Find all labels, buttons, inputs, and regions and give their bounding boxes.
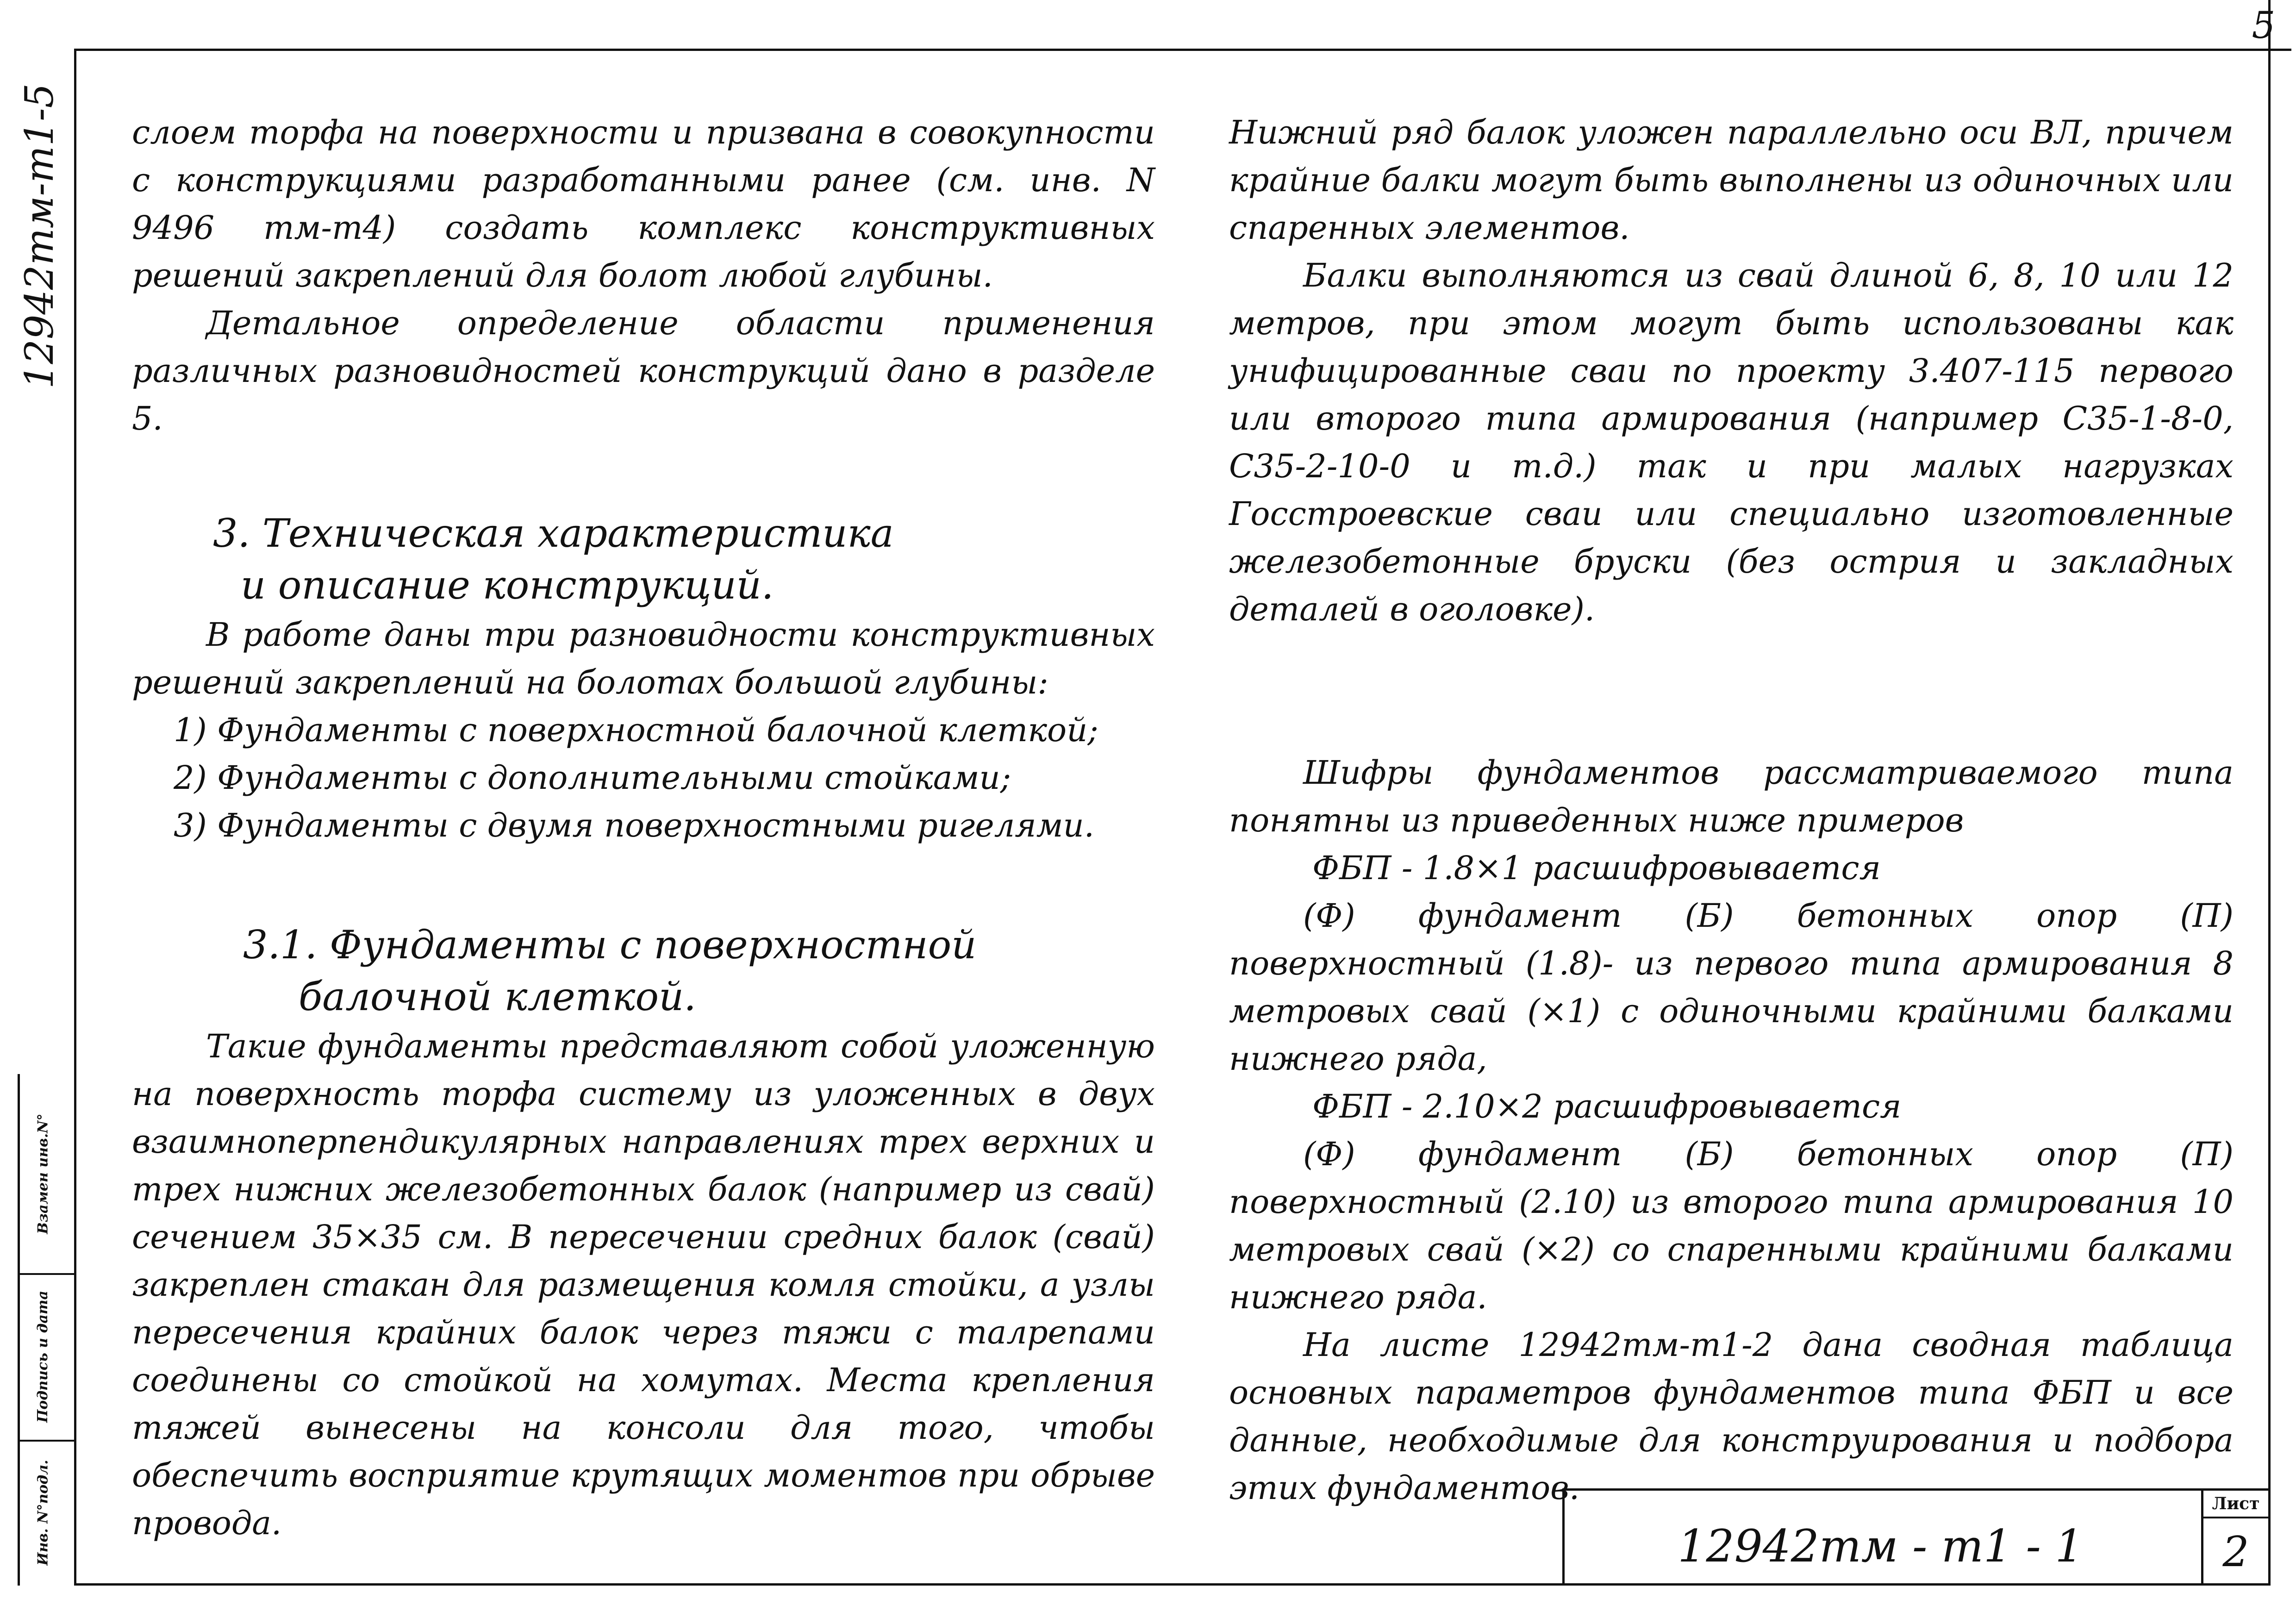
code-example-2-explanation: (Ф) фундамент (Б) бетонных опор (П) поверхностный (2.10) из второго типа армирования 10 метровых свай (×2) со спаренными крайними балками нижнего ряда. <box>1229 1135 2234 1316</box>
section-3-paragraph: В работе даны три разновидности конструктивных решений закреплений на болотах большой глубины: <box>132 616 1155 701</box>
code-example-1-explanation: (Ф) фундамент (Б) бетонных опор (П) поверхностный (1.8)- из первого типа армирования 8 метровых свай (×1) с одиночными крайними балками нижнего ряда, <box>1229 897 2234 1078</box>
vertical-document-code-text: 12942тм-т1-5 <box>17 83 62 389</box>
code-example-1: ФБП - 1.8×1 расшифровывается <box>1312 849 1881 887</box>
stamp-signature-date-label: Подпись и дата <box>35 1290 51 1423</box>
stamp-inv-original <box>18 1444 69 1581</box>
frame-top-line <box>74 49 2291 51</box>
bottom-beams-paragraph: Нижний ряд балок уложен параллельно оси ВЛ, причем крайние балки могут быть выполнены из одиночных или спаренных элементов. <box>1229 113 2234 247</box>
left-text-column <box>132 109 1155 1547</box>
section-3-1-heading-line-2: балочной клеткой. <box>299 974 696 1019</box>
title-block-sheet-cell <box>2201 1491 2268 1586</box>
section-3-heading-line-2: и описание конструкций. <box>241 562 774 608</box>
list-item: 3) Фундаменты с двумя поверхностными ригелями. <box>174 806 1095 844</box>
section-3-1-heading-line-1: 3.1. Фундаменты с поверхностной <box>243 922 977 968</box>
stamp-replaces-inv-label: Взамен инв.N° <box>35 1113 51 1234</box>
sheet-number: 2 <box>2222 1528 2249 1576</box>
section-3-heading-line-1: 3. Техническая характеристика <box>213 511 894 556</box>
summary-table-paragraph: На листе 12942тм-т1-2 дана сводная таблица основных параметров фундаментов типа ФБП и все данные, необходимые для конструирования и подбора этих фундаментов. <box>1229 1326 2234 1507</box>
title-block-document-code: 12942тм - т1 - 1 <box>1678 1520 2084 1572</box>
detail-paragraph: Детальное определение области применения различных разновидностей конструкций дано в разделе 5. <box>132 304 1155 437</box>
frame-left-line <box>74 49 76 1586</box>
stamp-signature-date <box>18 1278 69 1435</box>
stamp-inv-original-label: Инв. N°подл. <box>35 1460 51 1566</box>
code-example-2: ФБП - 2.10×2 расшифровывается <box>1312 1087 1902 1125</box>
right-text-column <box>1229 109 2234 1512</box>
intro-paragraph: слоем торфа на поверхности и призвана в совокупности с конструкциями разработанными ранее (см. инв. N 9496 тм-т4) создать комплекс конструктивных решений закреплений для болот любой глубины. <box>132 113 1155 294</box>
sheet-label: Лист <box>2203 1491 2268 1518</box>
stamp-strip-divider-2 <box>18 1440 74 1442</box>
section-3-1-paragraph: Такие фундаменты представляют собой уложенную на поверхность торфа систему из уложенных в двух взаимноперпендикулярных направлениях трех верхних и трех нижних железобетонных балок (например из свай) сечением 35×35 см. В пересечении средних балок (свай) закреплен стакан для размещения комля стойки, а узлы пересечения крайних балок через тяжи с талрепами соединены со стойкой на хомутах. Места крепления тяжей вынесены на консоли для того, чтобы обеспечить восприятие крутящих моментов при обрыве провода. <box>132 1027 1155 1542</box>
beams-paragraph: Балки выполняются из свай длиной 6, 8, 10 или 12 метров, при этом могут быть использованы как унифицированные сваи по проекту 3.407-115 первого или второго типа армирования (например С35-1-8-0, С35-2-10-0 и т.д.) так и при малых нагрузках Госстроевские сваи или специально изготовленные железобетонные бруски (без острия и закладных деталей в оголовке). <box>1229 256 2234 628</box>
vertical-document-code <box>5 83 74 389</box>
codes-intro-paragraph: Шифры фундаментов рассматриваемого типа понятны из приведенных ниже примеров <box>1229 754 2234 839</box>
list-item: 2) Фундаменты с дополнительными стойками; <box>174 759 1011 797</box>
stamp-strip-divider-1 <box>18 1273 74 1275</box>
list-item: 1) Фундаменты с поверхностной балочной клеткой; <box>174 711 1098 749</box>
frame-right-line <box>2268 0 2271 1586</box>
page-corner-number: 5 <box>2252 4 2276 47</box>
spacer <box>1229 633 2234 749</box>
stamp-replaces-inv <box>18 1079 69 1268</box>
